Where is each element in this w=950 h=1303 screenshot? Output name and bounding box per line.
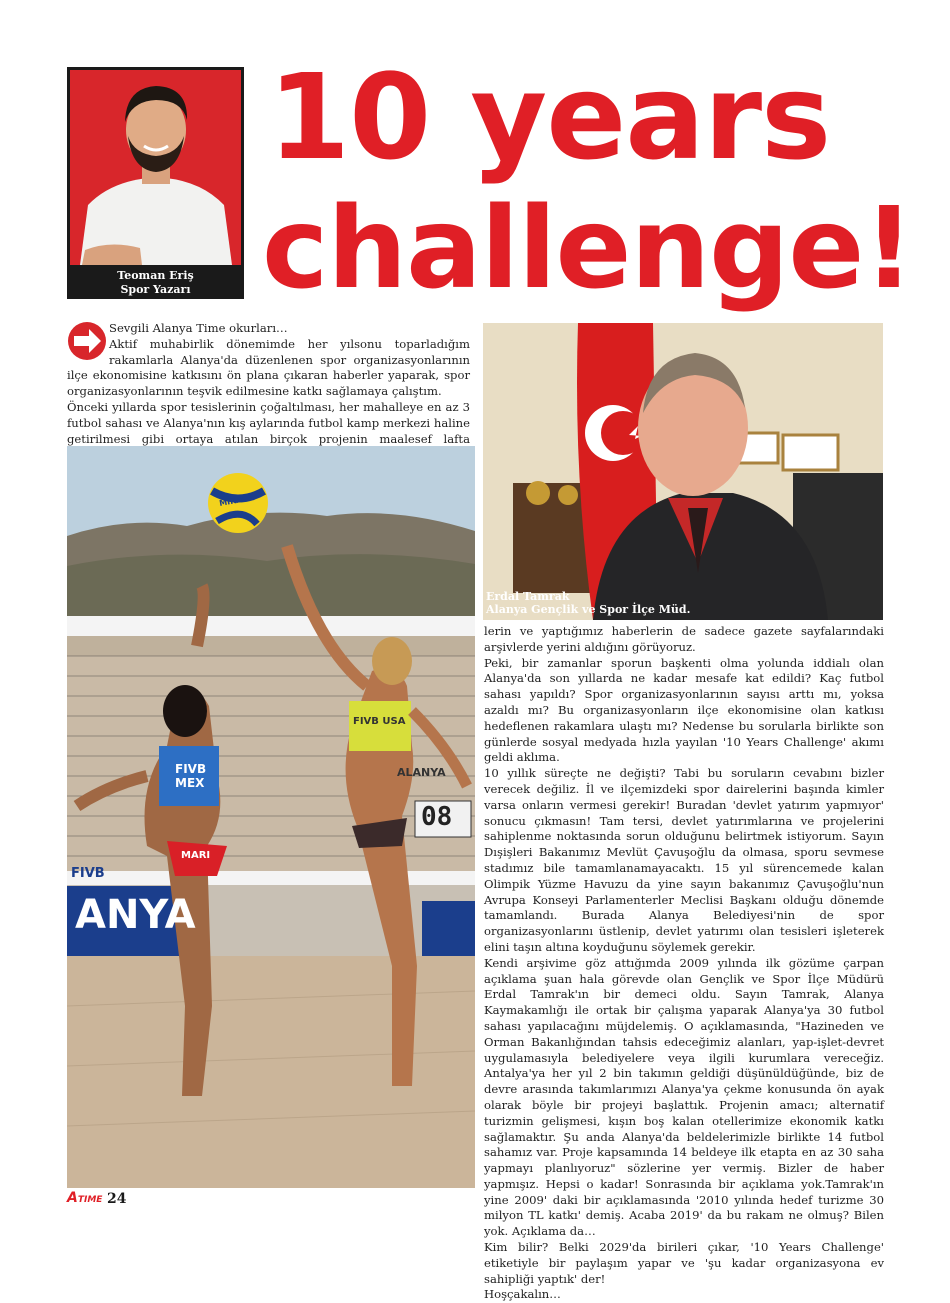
player-right-jersey: FIVB USA [353,716,406,727]
headline-line-1: 10 years [268,48,831,186]
page-number: 24 [107,1191,127,1207]
author-photo [70,70,241,265]
banner-fivb: FIVB [71,866,105,881]
scoreboard-number: 08 [421,802,453,832]
logo-letter: A [67,1190,78,1206]
article-paragraph: Kim bilir? Belki 2029'da birileri çıkar, '10 Years Challenge' etiketiyle bir paylaşım yapar ve 'şu kadar organizasyona ev sahipliği yaptık' der! [484,1240,884,1286]
player-left-shorts: MARI [181,850,211,861]
official-caption [486,590,786,616]
author-portrait-image [70,70,241,265]
magazine-logo [67,1190,102,1206]
board-word: ALANYA [397,766,446,779]
intro-paragraph: Önceki yıllarda spor tesislerinin çoğaltılması, her mahalleye en az 3 futbol sahası ve Alanya'nın kış aylarında futbol kamp merkezi haline getirilmesi gibi ortaya atılan birçok projenin maalesef lafta [67,399,470,446]
author-caption [67,266,244,302]
official-photo [483,323,883,620]
article-paragraph: Kendi arşivime göz attığımda 2009 yılında ilk gözüme çarpan açıklama şuan hala görevde olan Gençlik ve Spor İlçe Müdürü Erdal Tamrak'ın bir demeci oldu. Sayın Tamrak, Alanya Kaymakamlığı ile ortak bir çalışma yaparak Alanya'ya 30 futbol sahası yapılacağını müjdelemiş. O açıklamasında, "Hazineden ve Orman Bakanlığından tahsis edeceğimiz alanları, yap-işlet-devret uygulamasıyla belediyelere veya ilgili kurumlara vereceğiz. Antalya'ya her yıl 2 bin takımın geldiği düşünüldüğünde, biz de devre arasında takımlarımızı Alanya'ya çekme konusunda ön ayak olarak böyle bir projeyi başlattık. Projenin amacı; alternatif turizmin gelişmesi, kışın boş kalan otellerimize ekonomik katkı sağlamaktır. Şu anda Alanya'da beldelerimizle birlikte 14 futbol sahamız var. Proje kapsamında 14 beldeye ilk etapta en az 30 saha yapmayı planlıyoruz" sözlerine yer vermiş. Bizler de haber yapmışız. Hepsi o kadar! Sonrasında bir açıklama yok.Tamrak'ın yine 2009' daki bir açıklamasında '2010 yılında hedef turizme 30 milyon TL katkı' demiş. Acaba 2019' da bu rakam ne olmuş? Bilen yok. Açıklama da… [484,955,884,1239]
author-role: Spor Yazarı [120,283,191,296]
logo-word: TIME [77,1195,103,1205]
intro-text [67,321,470,463]
article-paragraph: Hoşçakalın… [484,1287,561,1302]
article-paragraph: 10 yıllık süreçte ne değişti? Tabi bu soruların cevabını bizler verecek değiliz. İl ve ilçemizdeki spor dairelerini başında kimler varsa onların vermesi gerekir! Buradan 'devlet yatırım yapmıyor' sonucu çıkmasın! Tam tersi, devlet yatırımlarına ve projelerini sahiplenme noktasında sorun olduğunu belirtmek istiyorum. Sayın Dışişleri Bakanımız Mevlüt Çavuşoğlu da olmasa, sporu sevmese stadımız bile tamamlanamayacaktı. 15 yıl sürencemede kalan Olimpik Yüzme Havuzu da yine sayın bakanımız Çavuşoğlu'nun Avrupa Konseyi Parlamenterler Meclisi Başkanı olduğu dönemde tamamlandı. Burada Alanya Belediyesi'nin de spor organizasyonlarını üstlenip, devlet yatırımı olan tesisleri işleterek elini taşın altına koyduğunu söylemek gerekir. [484,766,884,954]
intro-paragraph: Aktif muhabirlik dönemimde her yılsonu toparladığım rakamlarla Alanya'da düzenlenen spor organizasyonlarının ilçe ekonomisine katkısını ön plana çıkaran haberler yaparak, spor organizasyonlarının teşvik edilmesine katkı sağlamaya çalıştım. [67,336,470,399]
author-name: Teoman Eriş [117,269,194,282]
ball-label: MIKASA [218,493,255,508]
main-article-text [484,624,884,1303]
intro-paragraph: Sevgili Alanya Time okurları… [109,321,288,335]
article-paragraph: Peki, bir zamanlar sporun başkenti olma yolunda iddialı olan Alanya'da son yıllarda ne kadar mesafe kat edildi? Kaç futbol sahası yapıldı? Spor organizasyonlarının sayısı arttı mı, yoksa azaldı mı? Bu organizasyonların ilçe ekonomisine olan katkısı hedeflenen rakamlara ulaştı mı? Nedense bu sorularla birlikte son günlerde sosyal medyada hızla yayılan '10 Years Challenge' akımı geldi aklıma. [484,655,884,765]
official-title: Alanya Gençlik ve Spor İlçe Müd. [486,603,691,616]
official-name: Erdal Tamrak [486,590,570,603]
headline-line-2: challenge! [262,184,914,314]
headline [262,48,914,317]
banner-alanya: ANYA [75,892,196,938]
beach-volleyball-photo [67,446,475,1188]
player-left-jersey: FIVB MEX [175,762,207,790]
arrow-icon [67,321,109,365]
article-paragraph: lerin ve yaptığımız haberlerin de sadece gazete sayfalarındaki arşivlerde yerini aldığını görüyoruz. [484,624,884,654]
